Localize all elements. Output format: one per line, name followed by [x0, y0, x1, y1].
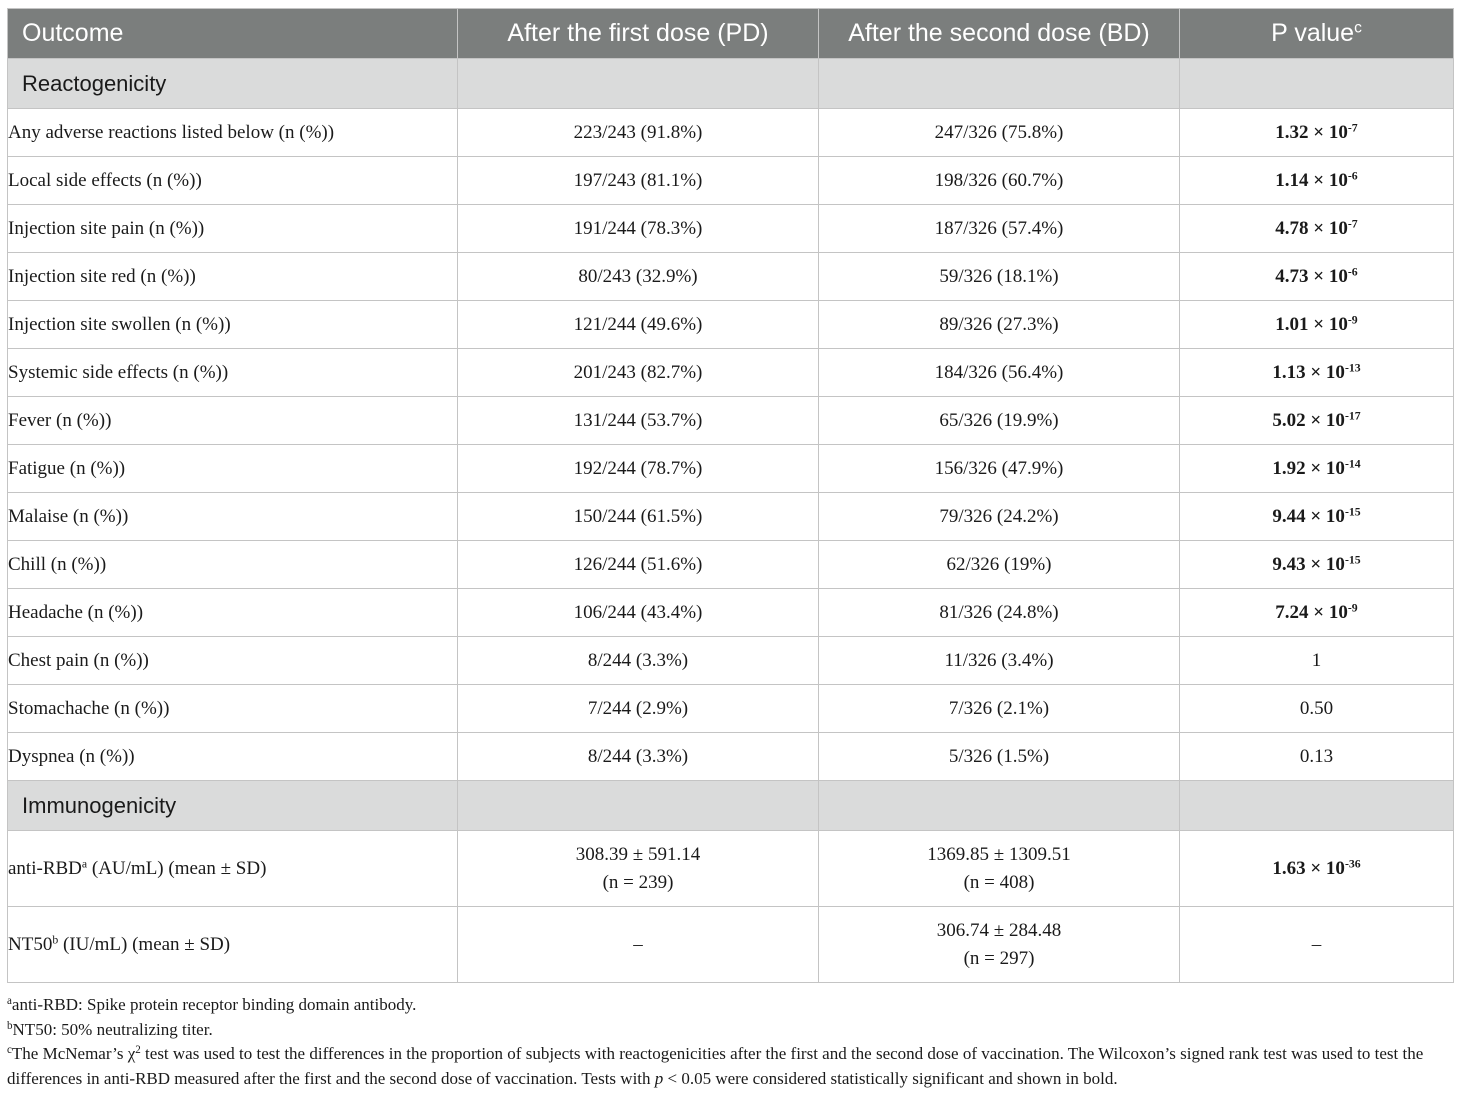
results-table-container	[7, 8, 1453, 983]
section-empty-cell	[819, 59, 1180, 109]
cell-p-value	[1180, 831, 1454, 907]
row-label	[8, 831, 458, 907]
p-value-exponent: -36	[1344, 857, 1361, 871]
footnote-text: test was used to test the differences in the proportion of subjects with reactogenicities after the first and the second dose of vaccination. The Wilcoxon’s signed rank test was used to test the differences in anti-RBD measured after the first and the second dose of vaccination. Tests with	[7, 1044, 1424, 1088]
table-body	[8, 59, 1454, 983]
table-row	[8, 445, 1454, 493]
cell-first-dose	[458, 831, 819, 907]
row-label: Injection site swollen (n (%))	[8, 301, 458, 349]
p-value-exponent: -7	[1347, 217, 1358, 231]
section-empty-cell	[458, 59, 819, 109]
p-value-base: 9.43 × 10	[1272, 553, 1345, 575]
row-label: Systemic side effects (n (%))	[8, 349, 458, 397]
section-empty-cell	[1180, 781, 1454, 831]
row-label: Chest pain (n (%))	[8, 637, 458, 685]
cell-second-dose: 187/326 (57.4%)	[819, 205, 1180, 253]
p-value-base: 5.02 × 10	[1272, 409, 1345, 431]
table-row	[8, 349, 1454, 397]
p-value-base: 1.32 × 10	[1275, 121, 1348, 143]
cell-second-dose: 62/326 (19%)	[819, 541, 1180, 589]
p-value-base: 1.01 × 10	[1275, 313, 1348, 335]
cell-p-value	[1180, 397, 1454, 445]
p-value-base: 1.63 × 10	[1272, 857, 1345, 879]
cell-first-dose: 223/243 (91.8%)	[458, 109, 819, 157]
chi-square-exponent: 2	[135, 1043, 141, 1056]
table-row	[8, 907, 1454, 983]
table-row	[8, 157, 1454, 205]
table-row	[8, 589, 1454, 637]
p-symbol: p	[654, 1068, 664, 1088]
cell-first-dose: 201/243 (82.7%)	[458, 349, 819, 397]
row-label-name: anti-RBD	[8, 857, 82, 879]
row-label: Any adverse reactions listed below (n (%))	[8, 109, 458, 157]
section-empty-cell	[458, 781, 819, 831]
cell-first-dose: 126/244 (51.6%)	[458, 541, 819, 589]
p-value-base: 7.24 × 10	[1275, 601, 1348, 623]
p-value-exponent: -17	[1344, 409, 1361, 423]
footnote-text: The McNemar’s χ	[11, 1044, 136, 1063]
cell-mean-sd: 308.39 ± 591.14	[575, 843, 701, 865]
table-row	[8, 109, 1454, 157]
cell-second-dose: 198/326 (60.7%)	[819, 157, 1180, 205]
cell-second-dose: 81/326 (24.8%)	[819, 589, 1180, 637]
table-row	[8, 253, 1454, 301]
p-value-base: 1.92 × 10	[1272, 457, 1345, 479]
cell-mean-sd: 1369.85 ± 1309.51	[927, 843, 1071, 865]
section-title-reactogenicity: Reactogenicity	[8, 59, 458, 109]
header-outcome: Outcome	[8, 9, 458, 59]
header-row	[8, 9, 1454, 59]
cell-second-dose: 79/326 (24.2%)	[819, 493, 1180, 541]
cell-p-value	[1180, 253, 1454, 301]
cell-second-dose: 59/326 (18.1%)	[819, 253, 1180, 301]
row-label: Headache (n (%))	[8, 589, 458, 637]
row-label: Chill (n (%))	[8, 541, 458, 589]
row-label: Fever (n (%))	[8, 397, 458, 445]
header-p-value	[1180, 9, 1454, 59]
section-empty-cell	[819, 781, 1180, 831]
row-label-unit: (AU/mL) (mean ± SD)	[87, 857, 267, 879]
footnote-text: anti-RBD: Spike protein receptor binding domain antibody.	[11, 995, 417, 1014]
cell-first-dose: 8/244 (3.3%)	[458, 637, 819, 685]
cell-first-dose: 8/244 (3.3%)	[458, 733, 819, 781]
cell-p-value: 0.50	[1180, 685, 1454, 733]
cell-first-dose: 191/244 (78.3%)	[458, 205, 819, 253]
row-label: Injection site pain (n (%))	[8, 205, 458, 253]
row-label: Stomachache (n (%))	[8, 685, 458, 733]
cell-p-value	[1180, 301, 1454, 349]
p-value-base: 4.78 × 10	[1275, 217, 1348, 239]
header-second-dose: After the second dose (BD)	[819, 9, 1180, 59]
cell-p-value	[1180, 541, 1454, 589]
section-row-reactogenicity	[8, 59, 1454, 109]
cell-p-value	[1180, 205, 1454, 253]
cell-second-dose: 156/326 (47.9%)	[819, 445, 1180, 493]
cell-p-value	[1180, 157, 1454, 205]
cell-mean-sd: 306.74 ± 284.48	[936, 919, 1062, 941]
header-p-value-label: P value	[1271, 19, 1355, 47]
cell-p-value	[1180, 493, 1454, 541]
p-value-base: 1.14 × 10	[1275, 169, 1348, 191]
p-value-exponent: -15	[1344, 553, 1361, 567]
cell-n: (n = 408)	[963, 871, 1035, 893]
row-label: Fatigue (n (%))	[8, 445, 458, 493]
cell-p-value	[1180, 445, 1454, 493]
footnote-c	[7, 1042, 1453, 1091]
cell-first-dose: 121/244 (49.6%)	[458, 301, 819, 349]
cell-n: (n = 297)	[963, 947, 1035, 969]
table-row	[8, 397, 1454, 445]
p-value-exponent: -6	[1347, 265, 1358, 279]
table-row	[8, 733, 1454, 781]
p-value-exponent: -9	[1347, 313, 1358, 327]
cell-p-value	[1180, 349, 1454, 397]
p-value-base: 1.13 × 10	[1272, 361, 1345, 383]
row-label-name: NT50	[8, 933, 53, 955]
cell-n: (n = 239)	[602, 871, 674, 893]
p-value-exponent: -7	[1347, 121, 1358, 135]
p-value-exponent: -6	[1347, 169, 1358, 183]
header-first-dose: After the first dose (PD)	[458, 9, 819, 59]
results-table	[7, 8, 1454, 983]
cell-p-value	[1180, 109, 1454, 157]
cell-first-dose: 150/244 (61.5%)	[458, 493, 819, 541]
row-label-unit: (IU/mL) (mean ± SD)	[58, 933, 231, 955]
cell-first-dose: 192/244 (78.7%)	[458, 445, 819, 493]
cell-first-dose: –	[458, 907, 819, 983]
footnote-mark: a	[81, 857, 88, 871]
p-value-exponent: -9	[1347, 601, 1358, 615]
cell-first-dose: 7/244 (2.9%)	[458, 685, 819, 733]
footnote-mark: b	[52, 933, 59, 947]
table-row	[8, 493, 1454, 541]
cell-p-value: –	[1180, 907, 1454, 983]
row-label: Dyspnea (n (%))	[8, 733, 458, 781]
cell-second-dose: 65/326 (19.9%)	[819, 397, 1180, 445]
footnote-text: NT50: 50% neutralizing titer.	[12, 1019, 213, 1039]
row-label: Local side effects (n (%))	[8, 157, 458, 205]
table-row	[8, 637, 1454, 685]
cell-second-dose	[819, 831, 1180, 907]
cell-first-dose: 106/244 (43.4%)	[458, 589, 819, 637]
row-label: Malaise (n (%))	[8, 493, 458, 541]
cell-first-dose: 197/243 (81.1%)	[458, 157, 819, 205]
table-footnotes	[7, 993, 1453, 1091]
footnote-text: < 0.05 were considered statistically significant and shown in bold.	[663, 1068, 1118, 1088]
cell-first-dose: 131/244 (53.7%)	[458, 397, 819, 445]
cell-second-dose	[819, 907, 1180, 983]
footnote-mark: c	[7, 1043, 12, 1056]
cell-second-dose: 247/326 (75.8%)	[819, 109, 1180, 157]
cell-second-dose: 7/326 (2.1%)	[819, 685, 1180, 733]
p-value-base: 4.73 × 10	[1275, 265, 1348, 287]
cell-second-dose: 11/326 (3.4%)	[819, 637, 1180, 685]
table-row	[8, 205, 1454, 253]
cell-first-dose: 80/243 (32.9%)	[458, 253, 819, 301]
p-value-exponent: -15	[1344, 505, 1361, 519]
row-label	[8, 907, 458, 983]
cell-second-dose: 184/326 (56.4%)	[819, 349, 1180, 397]
table-header	[8, 9, 1454, 59]
table-row	[8, 541, 1454, 589]
footnote-a	[7, 993, 1453, 1018]
table-row	[8, 831, 1454, 907]
section-empty-cell	[1180, 59, 1454, 109]
section-title-immunogenicity: Immunogenicity	[8, 781, 458, 831]
cell-second-dose: 89/326 (27.3%)	[819, 301, 1180, 349]
section-row-immunogenicity	[8, 781, 1454, 831]
table-row	[8, 301, 1454, 349]
footnote-mark: a	[7, 994, 12, 1007]
p-value-base: 9.44 × 10	[1272, 505, 1345, 527]
cell-p-value	[1180, 589, 1454, 637]
table-row	[8, 685, 1454, 733]
header-p-value-footnote-mark: c	[1354, 19, 1362, 37]
p-value-exponent: -14	[1344, 457, 1361, 471]
cell-p-value: 1	[1180, 637, 1454, 685]
row-label: Injection site red (n (%))	[8, 253, 458, 301]
cell-second-dose: 5/326 (1.5%)	[819, 733, 1180, 781]
cell-p-value: 0.13	[1180, 733, 1454, 781]
footnote-b	[7, 1018, 1453, 1043]
p-value-exponent: -13	[1344, 361, 1361, 375]
footnote-mark: b	[7, 1019, 13, 1032]
